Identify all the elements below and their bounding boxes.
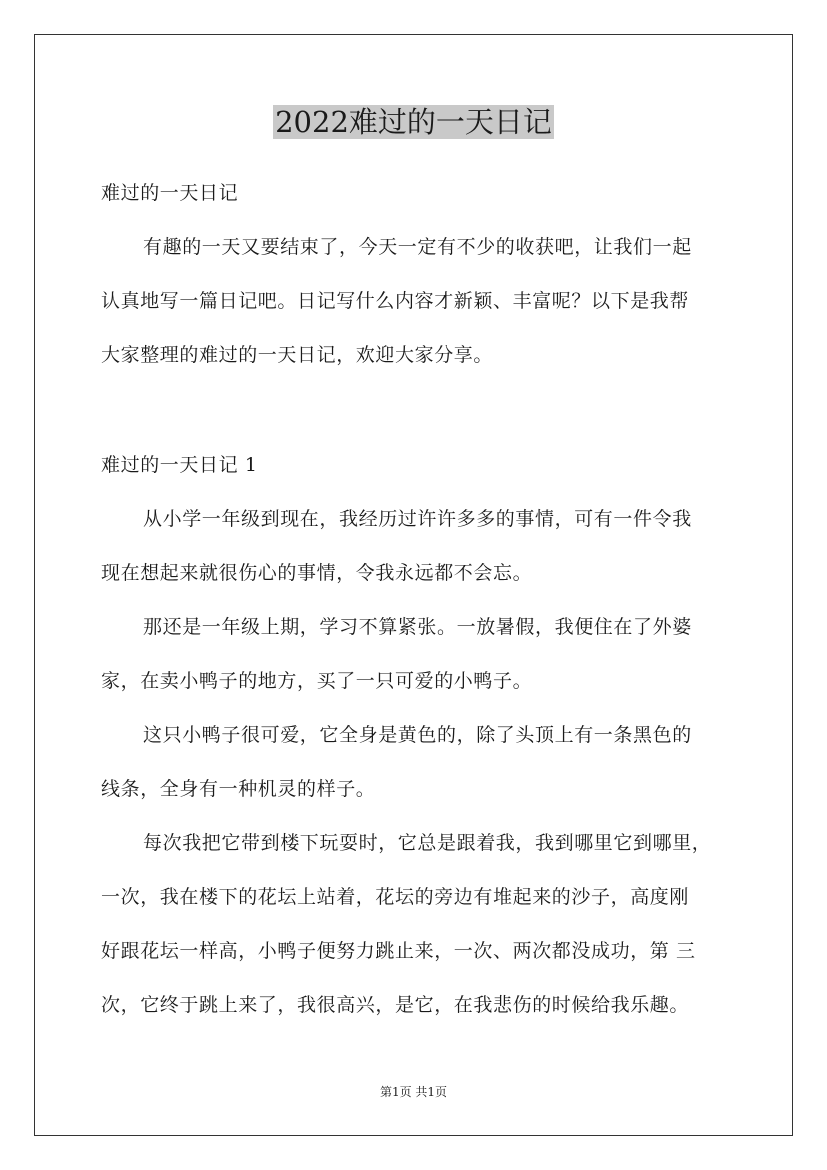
body-paragraph-line: 家，在卖小鸭子的地方，买了一只可爱的小鸭子。 (101, 670, 533, 692)
intro-paragraph-line: 认真地写一篇日记吧。日记写什么内容才新颖、丰富呢？以下是我帮 (101, 290, 690, 312)
document-title (0, 101, 827, 143)
body-paragraph-line: 现在想起来就很伤心的事情，令我永远都不会忘。 (101, 562, 533, 584)
body-paragraph-line: 一次，我在楼下的花坛上站着，花坛的旁边有堆起来的沙子，高度刚 (101, 886, 690, 908)
body-paragraph-line: 好跟花坛一样高，小鸭子便努力跳止来，一次、两次都没成功，第 三 (101, 940, 696, 962)
body-paragraph-line: 那还是一年级上期，学习不算紧张。一放暑假，我便住在了外婆 (143, 616, 692, 638)
body-paragraph-line: 从小学一年级到现在，我经历过许许多多的事情，可有一件令我 (143, 508, 692, 530)
intro-paragraph-line: 大家整理的难过的一天日记，欢迎大家分享。 (101, 344, 494, 366)
body-paragraph-line: 这只小鸭子很可爱，它全身是黄色的，除了头顶上有一条黑色的 (143, 724, 692, 746)
body-paragraph-line: 线条，全身有一种机灵的样子。 (101, 778, 376, 800)
section-heading: 难过的一天日记 1 (101, 454, 258, 476)
intro-paragraph-line: 有趣的一天又要结束了，今天一定有不少的收获吧，让我们一起 (143, 236, 692, 258)
body-paragraph-line: 每次我把它带到楼下玩耍时，它总是跟着我，我到哪里它到哪里， (143, 832, 712, 854)
page-number-footer: 第1页 共1页 (379, 1085, 448, 1099)
intro-heading: 难过的一天日记 (101, 182, 239, 204)
body-paragraph-line: 次，它终于跳上来了，我很高兴，是它，在我悲伤的时候给我乐趣。 (101, 994, 690, 1016)
document-title-text: 2022难过的一天日记 (275, 105, 552, 139)
